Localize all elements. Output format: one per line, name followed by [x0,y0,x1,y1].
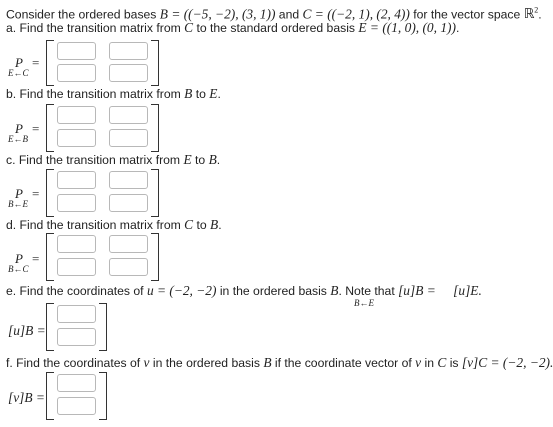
note-formula: [u]B = [398,283,436,298]
part-d-cell-12[interactable] [109,235,148,253]
part-e-lhs: [u]B = [8,323,46,338]
part-c-left-bracket [46,169,54,217]
part-b-cell-12[interactable] [109,106,148,124]
basis-c-definition: C = ((−2, 1), (2, 4)) [302,6,410,22]
part-c-question: c. Find the transition matrix from E to B. [6,152,221,167]
part-c-cell-11[interactable] [57,171,96,189]
and-text: and [278,7,300,22]
part-e-question: e. Find the coordinates of u = (−2, −2) in the ordered basis B. Note that [u]B = [u]E. [6,283,482,298]
for-space-text: for the vector space [413,7,521,22]
intro-text: Consider the ordered bases [6,7,157,22]
part-e-right-bracket [99,303,107,351]
part-d-question: d. Find the transition matrix from C to B. [6,217,222,232]
part-c-cell-21[interactable] [57,194,96,212]
part-c-cell-22[interactable] [109,194,148,212]
note-subscript: B←E [354,298,374,308]
part-d-cell-21[interactable] [57,258,96,276]
part-b-left-bracket [46,104,54,152]
part-f-question: f. Find the coordinates of v in the ordered basis B if the coordinate vector of v in C is [v]C = (−2, −2). [6,355,553,370]
part-e-left-bracket [46,303,54,351]
part-b-cell-11[interactable] [57,106,96,124]
part-a-right-bracket [151,40,159,86]
part-f-lhs: [v]B = [8,390,45,405]
part-d-cell-11[interactable] [57,235,96,253]
problem-statement: Consider the ordered bases B = ((−5, −2), (3, 1)) and C = ((−2, 1), (2, 4)) for the vector space ℝ$^2$. [6,6,542,22]
note-tail: [u]E. [453,283,482,298]
part-d-right-bracket [151,233,159,281]
part-b-cell-22[interactable] [109,129,148,147]
part-a-cell-21[interactable] [57,64,96,82]
part-e-cell-2[interactable] [57,328,96,346]
part-b-right-bracket [151,104,159,152]
part-c-right-bracket [151,169,159,217]
part-d-left-bracket [46,233,54,281]
part-a-cell-11[interactable] [57,42,96,60]
part-c-cell-12[interactable] [109,171,148,189]
part-f-cell-2[interactable] [57,397,96,415]
part-b-question: b. Find the transition matrix from B to E. [6,86,221,101]
part-a-cell-22[interactable] [109,64,148,82]
part-f-cell-1[interactable] [57,374,96,392]
part-a-left-bracket [46,40,54,86]
part-e-cell-1[interactable] [57,305,96,323]
part-d-cell-22[interactable] [109,258,148,276]
basis-b-definition: B = ((−5, −2), (3, 1)) [159,6,276,22]
part-a-question: a. Find the transition matrix from C to the standard ordered basis E = ((1, 0), (0, 1)). [6,20,460,35]
part-f-right-bracket [99,372,107,420]
part-f-left-bracket [46,372,54,420]
vector-space: ℝ$^2$ [523,6,539,22]
part-b-cell-21[interactable] [57,129,96,147]
part-a-cell-12[interactable] [109,42,148,60]
